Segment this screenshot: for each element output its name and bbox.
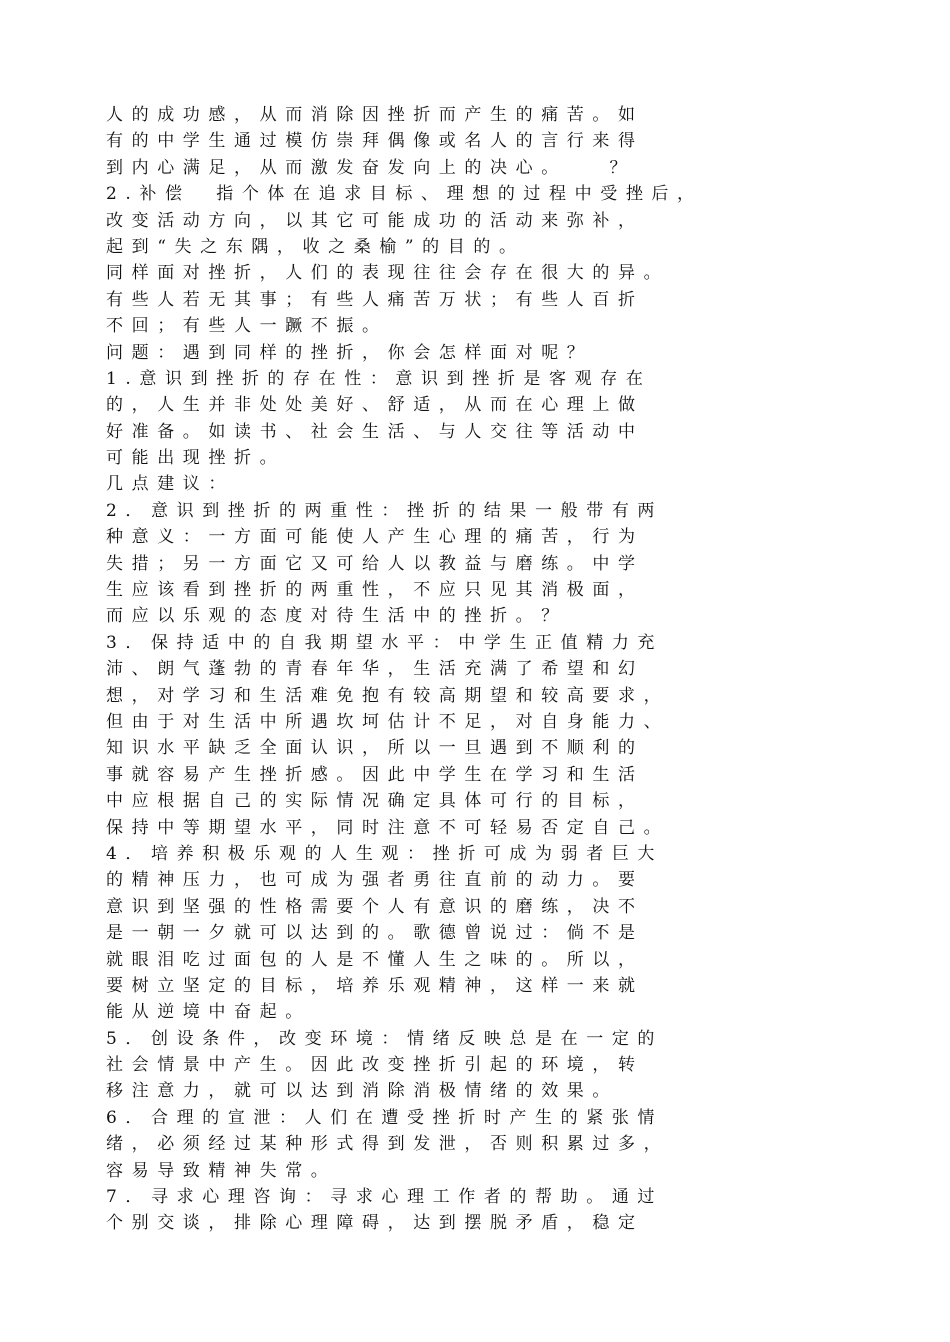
text-line: 问题：遇到同样的挫折，你会怎样面对呢？ <box>106 342 593 363</box>
text-line: 可能出现挫折。 <box>106 448 286 469</box>
text-line: 生应该看到挫折的两重性，不应只见其消极面， <box>106 580 644 601</box>
body-text <box>106 102 866 1237</box>
text-line: 6．合理的宣泄：人们在遭受挫折时产生的紧张情 <box>106 1107 664 1128</box>
text-line: 7．寻求心理咨询：寻求心理工作者的帮助。通过 <box>106 1187 664 1208</box>
text-line: 是一朝一夕就可以达到的。歌德曾说过：倘不是 <box>106 923 644 944</box>
text-line: 好准备。如读书、社会生活、与人交往等活动中 <box>106 421 644 442</box>
text-line: 社会情景中产生。因此改变挫折引起的环境，转 <box>106 1055 644 1076</box>
text-line: 保持中等期望水平，同时注意不可轻易否定自己。 <box>106 817 670 838</box>
text-line: 而应以乐观的态度对待生活中的挫折。？ <box>106 606 567 627</box>
text-line: 要树立坚定的目标，培养乐观精神，这样一来就 <box>106 975 644 996</box>
text-line: 2．意识到挫折的两重性：挫折的结果一般带有两 <box>106 500 664 521</box>
text-line: 3．保持适中的自我期望水平：中学生正值精力充 <box>106 632 664 653</box>
text-line: 中应根据自己的实际情况确定具体可行的目标， <box>106 791 644 812</box>
text-line: 到内心满足，从而激发奋发向上的决心。 ？ <box>106 157 636 178</box>
text-line: 起到“失之东隅，收之桑榆”的目的。 <box>106 236 525 257</box>
text-line: 人的成功感，从而消除因挫折而产生的痛苦。如 <box>106 105 644 125</box>
text-line: 但由于对生活中所遇坎坷估计不足，对自身能力、 <box>106 711 670 732</box>
text-line: 1.意识到挫折的存在性：意识到挫折是客观存在 <box>106 368 652 389</box>
text-line: 想，对学习和生活难免抱有较高期望和较高要求， <box>106 685 670 706</box>
text-line: 绪，必须经过某种形式得到发泄，否则积累过多， <box>106 1134 670 1155</box>
text-line: 事就容易产生挫折感。因此中学生在学习和生活 <box>106 764 644 785</box>
text-line: 2.补偿 指个体在追求目标、理想的过程中受挫后， <box>106 184 703 205</box>
text-line: 不回；有些人一蹶不振。 <box>106 316 388 337</box>
text-line: 能从逆境中奋起。 <box>106 1002 311 1023</box>
text-line: 有些人若无其事；有些人痛苦万状；有些人百折 <box>106 289 644 310</box>
text-line: 有的中学生通过模仿崇拜偶像或名人的言行来得 <box>106 131 644 152</box>
text-line: 4．培养积极乐观的人生观：挫折可成为弱者巨大 <box>106 843 664 864</box>
text-line: 失措；另一方面它又可给人以教益与磨练。中学 <box>106 553 644 574</box>
text-line: 改变活动方向，以其它可能成功的活动来弥补， <box>106 210 644 231</box>
text-line: 同样面对挫折，人们的表现往往会存在很大的异。 <box>106 263 670 284</box>
text-line: 知识水平缺乏全面认识，所以一旦遇到不顺利的 <box>106 738 644 759</box>
text-line: 的，人生并非处处美好、舒适，从而在心理上做 <box>106 395 644 416</box>
text-line: 移注意力，就可以达到消除消极情绪的效果。 <box>106 1081 618 1102</box>
text-line: 个别交谈，排除心理障碍，达到摆脱矛盾，稳定 <box>106 1213 644 1234</box>
text-line: 沛、朗气蓬勃的青春年华，生活充满了希望和幻 <box>106 659 644 680</box>
text-line: 几点建议： <box>106 474 234 495</box>
text-line: 的精神压力，也可成为强者勇往直前的动力。要 <box>106 870 644 891</box>
text-line: 就眼泪吃过面包的人是不懂人生之味的。所以， <box>106 949 644 970</box>
text-line: 5．创设条件，改变环境：情绪反映总是在一定的 <box>106 1028 664 1049</box>
text-line: 种意义：一方面可能使人产生心理的痛苦，行为 <box>106 527 644 548</box>
text-line: 意识到坚强的性格需要个人有意识的磨练，决不 <box>106 896 644 917</box>
text-line: 容易导致精神失常。 <box>106 1160 337 1181</box>
